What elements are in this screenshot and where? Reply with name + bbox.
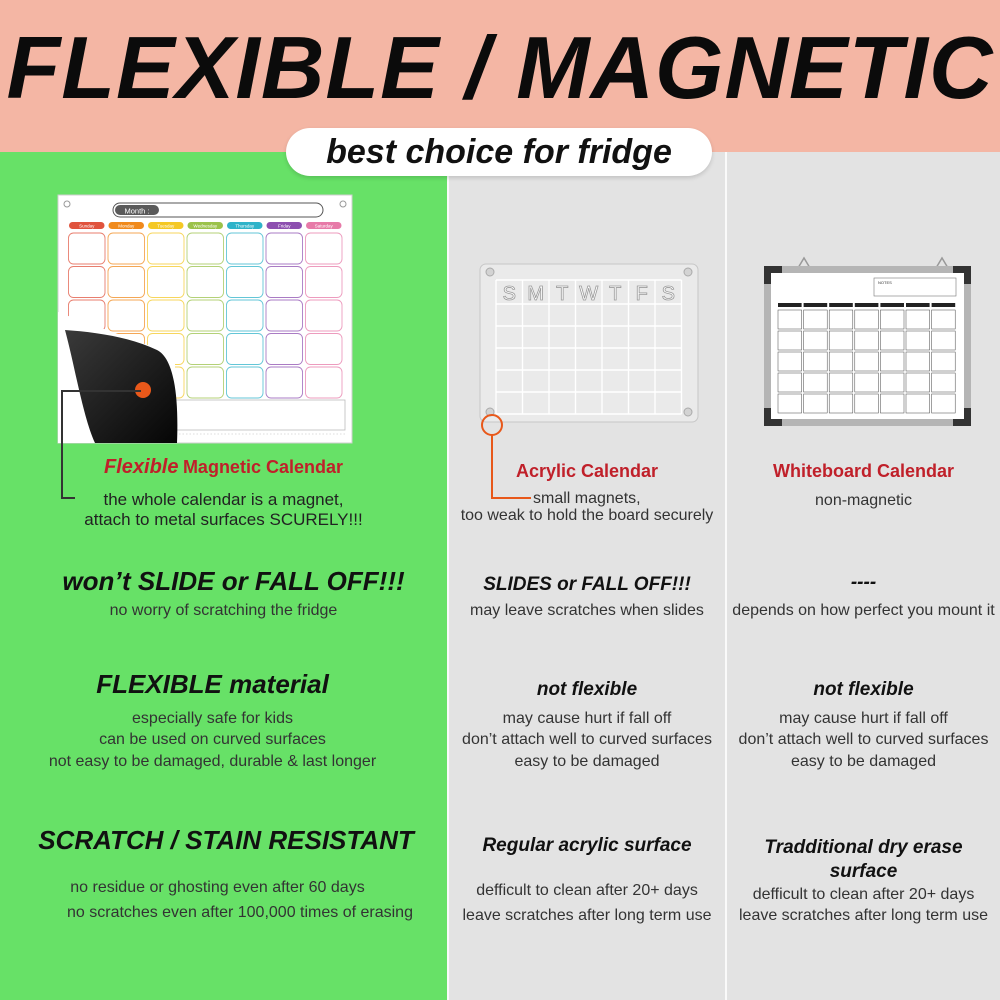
flexible-row1-line: no worry of scratching the fridge	[109, 602, 338, 619]
flexible-desc-2: attach to metal surfaces SCURELY!!!	[84, 510, 363, 529]
flexible-row3-heading: SCRATCH / STAIN RESISTANT	[38, 825, 414, 855]
acrylic-row3-heading: Regular acrylic surface	[482, 835, 692, 856]
acrylic-row2-line: easy to be damaged	[514, 753, 660, 770]
subtitle-pill: best choice for fridge	[286, 128, 712, 176]
day-label: Saturday	[314, 223, 333, 229]
flexible-title	[0, 456, 447, 479]
acrylic-desc-2: too weak to hold the board securely	[460, 507, 714, 524]
acrylic-calendar-image	[478, 262, 703, 437]
flexible-row2-line: not easy to be damaged, durable & last longer	[48, 753, 377, 770]
flexible-row3-line: no residue or ghosting even after 60 days	[70, 879, 365, 896]
notes-label: NOTES	[878, 280, 892, 285]
flexible-row2-line: can be used on curved surfaces	[99, 731, 326, 748]
annotation-line	[491, 497, 531, 499]
whiteboard-title: Whiteboard Calendar	[772, 461, 955, 481]
day-label: Sunday	[79, 223, 95, 229]
weekday-bar	[804, 303, 828, 307]
flexible-row1-heading: won’t SLIDE or FALL OFF!!!	[62, 566, 405, 596]
weekday-letter: M	[527, 283, 545, 305]
acrylic-row3-line: leave scratches after long term use	[462, 907, 712, 924]
weekday-bar	[932, 303, 956, 307]
weekday-letter: W	[579, 283, 599, 305]
whiteboard-row1-line: depends on how perfect you mount it	[732, 602, 995, 619]
flexible-title-emph: Flexible	[104, 456, 179, 478]
whiteboard-row2-line: may cause hurt if fall off	[779, 710, 948, 727]
whiteboard-row3-line: defficult to clean after 20+ days	[752, 886, 975, 903]
weekday-letter: S	[502, 283, 516, 305]
weekday-bar	[880, 303, 904, 307]
whiteboard-row3-heading: Tradditional dry erase surface	[764, 837, 963, 882]
acrylic-desc-1: small magnets,	[533, 490, 641, 507]
acrylic-row2-line: don’t attach well to curved surfaces	[462, 731, 712, 748]
calendar-month-label: Month :	[124, 206, 150, 216]
flexible-title-rest: Magnetic Calendar	[182, 457, 343, 477]
whiteboard-calendar-image	[760, 256, 975, 431]
weekday-letter: T	[609, 283, 622, 305]
flexible-calendar-image	[55, 192, 355, 447]
day-label: Thursday	[235, 223, 255, 229]
whiteboard-row2-line: easy to be damaged	[791, 753, 936, 770]
flexible-row2-heading: FLEXIBLE material	[96, 669, 329, 699]
day-label: Monday	[118, 223, 135, 229]
whiteboard-row2-heading: not flexible	[813, 679, 914, 700]
acrylic-row3-line: defficult to clean after 20+ days	[476, 882, 698, 899]
whiteboard-row2-line: don’t attach well to curved surfaces	[738, 731, 989, 748]
weekday-letter: S	[661, 283, 675, 305]
acrylic-title: Acrylic Calendar	[515, 461, 659, 481]
acrylic-row2-heading: not flexible	[536, 679, 638, 700]
whiteboard-row1-heading: ----	[850, 572, 877, 593]
weekday-letter: F	[635, 283, 648, 305]
weekday-bar	[906, 303, 930, 307]
page-title: FLEXIBLE / MAGNETIC	[6, 18, 994, 117]
weekday-bar	[778, 303, 802, 307]
flexible-row3-line: no scratches even after 100,000 times of erasing	[67, 904, 413, 921]
annotation-line	[61, 390, 141, 392]
flexible-row2-line: especially safe for kids	[132, 710, 293, 727]
weekday-letter: T	[556, 283, 569, 305]
whiteboard-row3-line: leave scratches after long term use	[738, 907, 988, 924]
day-label: Tuesday	[157, 223, 175, 229]
acrylic-row1-line: may leave scratches when slides	[470, 602, 704, 619]
acrylic-row1-heading: SLIDES or FALL OFF!!!	[483, 574, 691, 595]
day-label: Friday	[277, 223, 291, 229]
day-label: Wednesday	[193, 223, 218, 229]
acrylic-row2-line: may cause hurt if fall off	[502, 710, 672, 727]
flexible-desc-1: the whole calendar is a magnet,	[103, 490, 344, 509]
weekday-bar	[829, 303, 853, 307]
weekday-bar	[855, 303, 879, 307]
annotation-line	[61, 390, 63, 498]
whiteboard-desc-1: non-magnetic	[815, 492, 912, 509]
